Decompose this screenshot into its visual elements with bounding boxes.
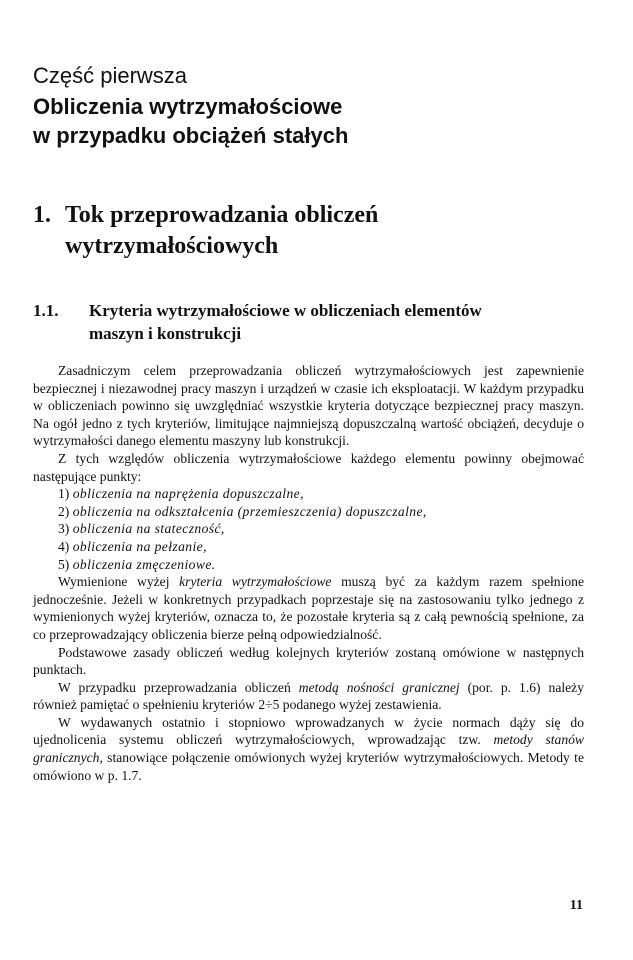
- list-item: [33, 556, 584, 574]
- paragraph-2: Z tych względów obliczenia wytrzymałościowe każdego elementu powinny obejmować następujące punkty:: [33, 450, 584, 484]
- chapter-title-line1: Tok przeprowadzania obliczeń: [65, 202, 379, 228]
- list-item: [33, 485, 584, 503]
- paragraph-6-start: W wydawanych ostatnio i stopniowo wprowadzanych w życie normach dąży się do ujednolicenia systemu obliczeń wytrzymałościowych, wprowadzając tzw.: [33, 714, 584, 748]
- paragraph-6-emphasis: metody stanów granicznych: [33, 732, 584, 766]
- list-item-number: 4): [58, 538, 70, 554]
- section-title-line1: Kryteria wytrzymałościowe w obliczeniach elementów: [89, 301, 482, 320]
- chapter-number: 1.: [33, 202, 51, 228]
- paragraph-3-start: Wymienione wyżej: [58, 574, 180, 590]
- page-number: 11: [569, 898, 583, 913]
- section-heading: [33, 299, 603, 345]
- part-label: Część pierwsza: [33, 63, 188, 88]
- paragraph-3-end: muszą być za każdym razem spełnione jednocześnie. Jeżeli w konkretnych przypadkach poprzestaje się na zastosowaniu tylko jednego z wymienionych wyżej kryteriów, oznacza to, że pozostałe kryteria są z całą pewnością spełnione, za co przeprowadzający obliczenia bierze pełną odpowiedzialność.: [33, 574, 584, 642]
- part-title-line1: Obliczenia wytrzymałościowe: [33, 94, 343, 119]
- list-item-number: 3): [58, 521, 70, 537]
- list-item-text: obliczenia na pełzanie,: [72, 538, 207, 554]
- section-number: 1.1.: [33, 301, 59, 320]
- list-item: [33, 503, 584, 521]
- list-item-number: 5): [58, 556, 70, 572]
- chapter-title-line2: wytrzymałościowych: [65, 233, 279, 259]
- list-item: [33, 538, 584, 556]
- list-item: [33, 520, 584, 538]
- list-item-text: obliczenia zmęczeniowe.: [72, 556, 216, 572]
- section-title-line2: maszyn i konstrukcji: [89, 324, 242, 343]
- paragraph-3: [33, 573, 584, 643]
- list-item-text: obliczenia na stateczność,: [72, 521, 225, 537]
- paragraph-6-end: , stanowiące połączenie omówionych wyżej kryteriów wytrzymałościowych. Metody te omówiono w p. 1.7.: [33, 750, 584, 783]
- paragraph-1: Zasadniczym celem przeprowadzania obliczeń wytrzymałościowych jest zapewnienie bezpiecznej i niezawodnej pracy maszyn i urządzeń w czasie ich eksploatacji. W każdym przypadku w obliczeniach powinno się uwzględniać wszystkie kryteria dotyczące bezpiecznej pracy maszyn. Na ogół jedno z tych kryteriów, limitujące najmniejszą dopuszczalną wartość obciążeń, decyduje o wytrzymałości danego elementu maszyny lub konstrukcji.: [33, 363, 584, 449]
- part-title-line2: w przypadku obciążeń stałych: [33, 123, 349, 148]
- list-item-text: obliczenia na odkształcenia (przemieszczenia) dopuszczalne,: [72, 503, 427, 519]
- paragraph-4: Podstawowe zasady obliczeń według kolejnych kryteriów zostaną omówione w następnych punktach.: [33, 644, 584, 678]
- body-text: [33, 362, 584, 784]
- paragraph-5-end: (por. p. 1.6) należy również pamiętać o spełnieniu kryteriów 2÷5 podanego wyżej zestawienia.: [33, 679, 584, 713]
- paragraph-3-emphasis: kryteria wytrzymałościowe: [179, 574, 332, 590]
- list-item-number: 1): [58, 486, 70, 502]
- chapter-heading: [33, 200, 593, 262]
- paragraph-5: [33, 679, 584, 714]
- paragraph-6: [33, 714, 584, 784]
- list-item-number: 2): [58, 503, 70, 519]
- paragraph-5-emphasis: metodą nośności granicznej: [298, 679, 460, 695]
- paragraph-5-start: W przypadku przeprowadzania obliczeń: [58, 679, 299, 695]
- list-item-text: obliczenia na naprężenia dopuszczalne,: [72, 486, 304, 502]
- criteria-list: [33, 485, 584, 573]
- part-title: [33, 92, 603, 150]
